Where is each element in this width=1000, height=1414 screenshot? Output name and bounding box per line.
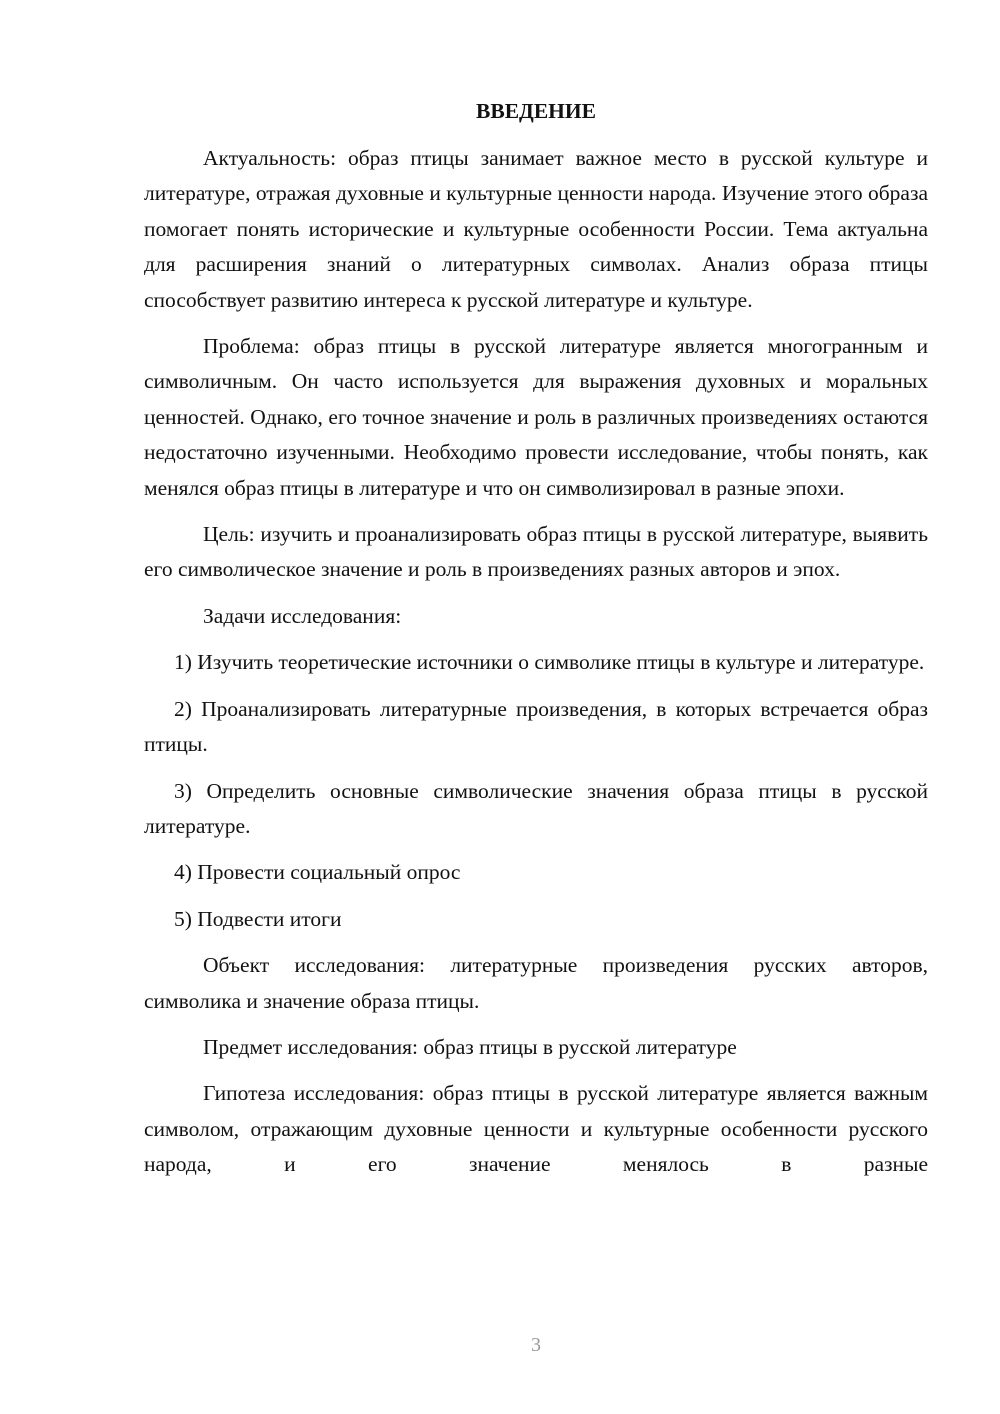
paragraph-object: Объект исследования: литературные произведения русских авторов, символика и значение образа птицы.: [144, 953, 928, 1013]
task-item-4: 4) Провести социальный опрос: [174, 860, 461, 885]
paragraph-goal: Цель: изучить и проанализировать образ птицы в русской литературе, выявить его символическое значение и роль в произведениях разных авторов и эпох.: [144, 522, 928, 582]
section-heading: ВВЕДЕНИЕ: [476, 99, 596, 123]
page-body: [144, 94, 928, 1194]
task-item-2: 2) Проанализировать литературные произведения, в которых встречается образ птицы.: [144, 696, 928, 757]
task-item-5: 5) Подвести итоги: [174, 906, 342, 931]
paragraph-relevance: Актуальность: образ птицы занимает важное место в русской культуре и литературе, отражая духовные и культурные ценности народа. Изучение этого образа помогает понять исторические и культурные особенности России. Тема актуальна для расширения знаний о литературных символах. Анализ образа птицы способствует развитию интереса к русской литературе и культуре.: [144, 146, 928, 312]
page-number: 3: [531, 1334, 541, 1356]
paragraph-tasks-heading: Задачи исследования:: [203, 603, 402, 628]
task-item-1: 1) Изучить теоретические источники о символике птицы в культуре и литературе.: [174, 650, 925, 675]
paragraph-subject: Предмет исследования: образ птицы в русской литературе: [203, 1034, 737, 1059]
paragraph-problem: Проблема: образ птицы в русской литературе является многогранным и символичным. Он часто используется для выражения духовных и моральных ценностей. Однако, его точное значение и роль в различных произведениях остаются недостаточно изученными. Необходимо провести исследование, чтобы понять, как менялся образ птицы в литературе и что он символизировал в разные эпохи.: [144, 334, 928, 500]
paragraph-hypothesis: Гипотеза исследования: образ птицы в русской литературе является важным символом, отражающим духовные ценности и культурные особенности русского народа, и его значение менялось в разные: [144, 1081, 928, 1177]
task-item-3: 3) Определить основные символические значения образа птицы в русской литературе.: [144, 778, 928, 838]
